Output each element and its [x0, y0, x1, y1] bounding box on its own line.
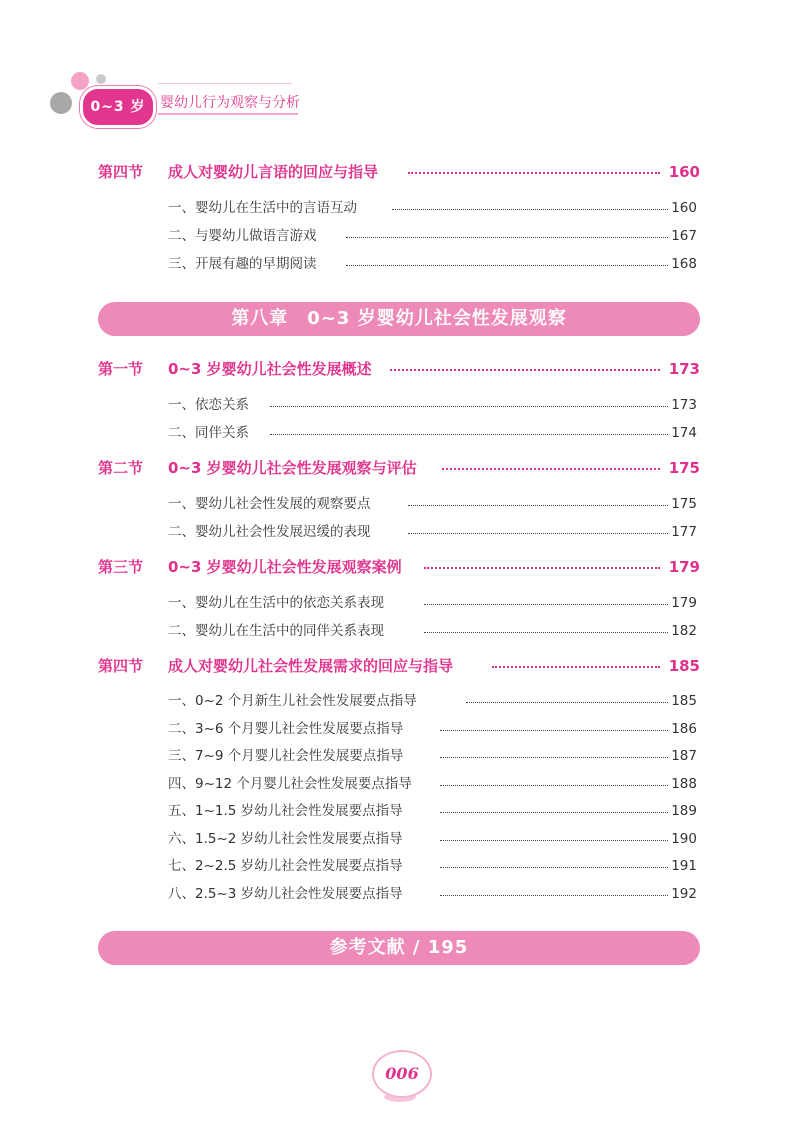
item-title: 四、9~12 个月婴儿社会性发展要点指导: [168, 776, 412, 792]
section-page: 175: [668, 459, 700, 477]
section-label: 第三节: [98, 558, 144, 576]
leader-dots: [424, 632, 668, 633]
item-title: 五、1~1.5 岁幼儿社会性发展要点指导: [168, 803, 403, 819]
leader-dots: [440, 730, 668, 731]
item-page: 160: [671, 200, 697, 216]
toc-item-row[interactable]: [0, 520, 800, 544]
leader-dots: [424, 604, 668, 605]
section-label: 第一节: [98, 360, 144, 378]
item-page: 186: [671, 721, 697, 737]
header-rule-top: [158, 83, 292, 84]
leader-dots: [440, 812, 668, 813]
toc-item-row[interactable]: [0, 591, 800, 615]
leader-dots: [390, 369, 660, 371]
item-title: 一、婴幼儿社会性发展的观察要点: [168, 496, 371, 512]
book-badge: 0~3 岁: [80, 86, 156, 128]
item-title: 一、婴幼儿在生活中的依恋关系表现: [168, 595, 384, 611]
leader-dots: [440, 785, 668, 786]
item-title: 一、0~2 个月新生儿社会性发展要点指导: [168, 693, 417, 709]
leader-dots: [440, 840, 668, 841]
toc-section-row[interactable]: [0, 456, 800, 480]
toc-item-row[interactable]: [0, 689, 800, 713]
item-title: 六、1.5~2 岁幼儿社会性发展要点指导: [168, 831, 403, 847]
leader-dots: [424, 567, 660, 569]
header-rule: [158, 113, 298, 115]
item-title: 八、2.5~3 岁幼儿社会性发展要点指导: [168, 886, 403, 902]
item-title: 二、3~6 个月婴儿社会性发展要点指导: [168, 721, 404, 737]
section-page: 185: [668, 657, 700, 675]
leader-dots: [440, 757, 668, 758]
book-title: 婴幼儿行为观察与分析: [160, 95, 300, 111]
toc-item-row[interactable]: [0, 827, 800, 851]
item-page: 167: [671, 228, 697, 244]
page-number: 006: [372, 1050, 432, 1098]
item-title: 一、婴幼儿在生活中的言语互动: [168, 200, 357, 216]
section-title: 成人对婴幼儿社会性发展需求的回应与指导: [168, 657, 454, 675]
section-label: 第四节: [98, 163, 144, 181]
leader-dots: [408, 172, 660, 174]
toc-section-row[interactable]: [0, 654, 800, 678]
toc-item-row[interactable]: [0, 252, 800, 276]
toc-item-row[interactable]: [0, 854, 800, 878]
item-page: 179: [671, 595, 697, 611]
toc-item-row[interactable]: [0, 196, 800, 220]
item-page: 190: [671, 831, 697, 847]
leader-dots: [346, 237, 668, 238]
item-page: 177: [671, 524, 697, 540]
leader-dots: [440, 895, 668, 896]
section-page: 160: [668, 163, 700, 181]
decor-dot-grey-small: [96, 74, 106, 84]
leader-dots: [492, 666, 660, 668]
leader-dots: [346, 265, 668, 266]
toc-section-row[interactable]: [0, 357, 800, 381]
section-title: 0~3 岁婴幼儿社会性发展观察案例: [168, 558, 402, 576]
section-page: 173: [668, 360, 700, 378]
item-page: 182: [671, 623, 697, 639]
leader-dots: [440, 867, 668, 868]
toc-item-row[interactable]: [0, 421, 800, 445]
item-page: 187: [671, 748, 697, 764]
toc-section-row[interactable]: [0, 555, 800, 579]
item-title: 一、依恋关系: [168, 397, 249, 413]
toc-item-row[interactable]: [0, 772, 800, 796]
section-title: 0~3 岁婴幼儿社会性发展观察与评估: [168, 459, 417, 477]
leader-dots: [408, 505, 668, 506]
item-title: 二、与婴幼儿做语言游戏: [168, 228, 317, 244]
item-page: 188: [671, 776, 697, 792]
item-title: 二、婴幼儿在生活中的同伴关系表现: [168, 623, 384, 639]
section-title: 成人对婴幼儿言语的回应与指导: [168, 163, 379, 181]
toc-item-row[interactable]: [0, 744, 800, 768]
item-page: 173: [671, 397, 697, 413]
page-header: [0, 0, 800, 140]
references-band[interactable]: 参考文献 / 195: [98, 931, 700, 965]
item-page: 185: [671, 693, 697, 709]
item-title: 三、7~9 个月婴儿社会性发展要点指导: [168, 748, 404, 764]
toc-item-row[interactable]: [0, 717, 800, 741]
item-title: 二、婴幼儿社会性发展迟缓的表现: [168, 524, 371, 540]
decor-dot-grey-large: [50, 92, 72, 114]
section-label: 第二节: [98, 459, 144, 477]
toc-item-row[interactable]: [0, 882, 800, 906]
item-page: 174: [671, 425, 697, 441]
toc-item-row[interactable]: [0, 799, 800, 823]
section-page: 179: [668, 558, 700, 576]
leader-dots: [466, 702, 668, 703]
item-title: 三、开展有趣的早期阅读: [168, 256, 317, 272]
leader-dots: [408, 533, 668, 534]
item-page: 175: [671, 496, 697, 512]
chapter-band[interactable]: 第八章 0~3 岁婴幼儿社会性发展观察: [98, 302, 700, 336]
item-page: 192: [671, 886, 697, 902]
toc-item-row[interactable]: [0, 224, 800, 248]
item-page: 168: [671, 256, 697, 272]
leader-dots: [270, 406, 668, 407]
leader-dots: [270, 434, 668, 435]
leader-dots: [392, 209, 668, 210]
item-page: 189: [671, 803, 697, 819]
toc-item-row[interactable]: [0, 619, 800, 643]
toc-item-row[interactable]: [0, 492, 800, 516]
item-title: 七、2~2.5 岁幼儿社会性发展要点指导: [168, 858, 403, 874]
toc-section-row[interactable]: [0, 160, 800, 184]
item-page: 191: [671, 858, 697, 874]
section-label: 第四节: [98, 657, 144, 675]
item-title: 二、同伴关系: [168, 425, 249, 441]
section-title: 0~3 岁婴幼儿社会性发展概述: [168, 360, 372, 378]
leader-dots: [442, 468, 660, 470]
decor-dot-pink: [71, 72, 89, 90]
toc-item-row[interactable]: [0, 393, 800, 417]
